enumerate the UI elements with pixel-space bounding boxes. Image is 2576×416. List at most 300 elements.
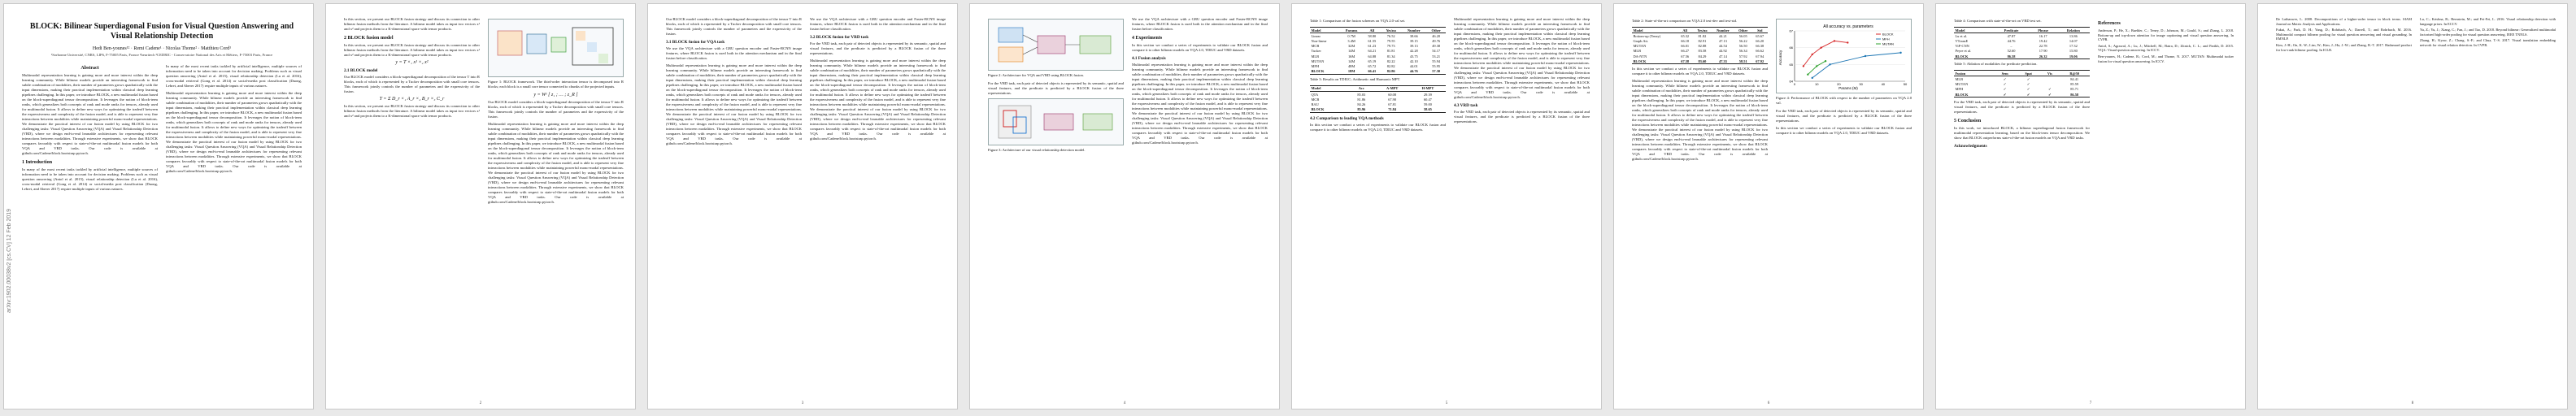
table-header-cell: A-MPT: [1374, 85, 1409, 91]
chart-title: All accuracy vs. parameters: [1823, 24, 1873, 29]
table-cell: BLOCK: [1310, 69, 1340, 75]
table-cell: 0.7M: [1347, 33, 1355, 38]
table-row: [1632, 33, 1768, 39]
table-cell: 59.00: [1423, 102, 1432, 106]
experiments-heading: 4 Experiments: [1132, 36, 1163, 41]
table-cell: Tucker: [1311, 49, 1321, 54]
table-cell: ✓: [2003, 87, 2007, 92]
table-cell: MCB: [1311, 97, 1320, 102]
table-row: [1310, 92, 1446, 98]
table-cell: ✓: [2003, 76, 2007, 81]
table-cell: 83.60: [1693, 58, 1712, 64]
table-cell: MLB: [1311, 54, 1320, 58]
page-1: [3, 3, 314, 410]
table-cell: 52.60: [2007, 49, 2016, 54]
table-cell: 42.28: [1409, 49, 1418, 54]
table-cell: BLOCK: [1632, 58, 1677, 64]
table-header-cell: Spat: [2017, 71, 2041, 76]
table-cell: ✓: [2026, 76, 2030, 81]
table-cell: 47.13: [1719, 38, 1727, 43]
table-cell: DA-NTN: [1633, 54, 1647, 58]
page-3: Our BLOCK model considers a block-superdiagonal decomposition of the tensor T into R blocks, each of which is represented by a Tucker decomposition with small core tensors. This framework jointly controls the number of parameters and the expressivity of the fusion. 3.1 BLOCK fusion for VQA task We use the VQA architecture with a GRU question encoder and Faster-RCNN image features, where BLOCK fusion is used both in the attention mechanism and in the final fusion before classification. Multimodal representation learning is gaining more and more interest within the deep learning community. While bilinear models provide an interesting framework to find subtle combination of modalities, their number of parameters grows quadratically with the input dimensions, making their practical implementation within classical deep learning pipelines challenging. In this paper, we introduce BLOCK, a new multimodal fusion based on the block-superdiagonal tensor decomposition. It leverages the notion of block-term ranks, which generalizes both concepts of rank and mode ranks for tensors, already used for multimodal fusion. It allows to define new ways for optimizing the tradeoff between the expressiveness and complexity of the fusion model, and is able to represent very fine interactions between modalities while maintaining powerful mono-modal representations. We demonstrate the practical interest of our fusion model by using BLOCK for two challenging tasks: Visual Question Answering (VQA) and Visual Relationship Detection (VRD), where we design end-to-end learnable architectures for representing relevant interactions between modalities. Through extensive experiments, we show that BLOCK compares favorably with respect to state-of-the-art multimodal fusion models for both VQA and VRD tasks. Our code is available at github.com/Cadene/block.bootstrap.pytorch. We use the VQA architecture with a GRU question encoder and Faster-RCNN image features, where BLOCK fusion is used both in the attention mechanism and in the final fusion before classification. 3.2 BLOCK fusion for VRD task For the VRD task, each pair of detected objects is represented by its semantic, spatial and visual features, and the predicate is predicted by a BLOCK fusion of the three representations. Multimodal representation learning is gaining more and more interest within the deep learning community. While bilinear models provide an interesting framework to find subtle combination of modalities, their number of parameters grows quadratically with the input dimensions, making their practical implementation within classical deep learning pipelines challenging. In this paper, we introduce BLOCK, a new multimodal fusion based on the block-superdiagonal tensor decomposition. It leverages the notion of block-term ranks, which generalizes both concepts of rank and mode ranks for tensors, already used for multimodal fusion. It allows to define new ways for optimizing the tradeoff between the expressiveness and complexity of the fusion model, and is able to represent very fine interactions between modalities while maintaining powerful mono-modal representations. We demonstrate the practical interest of our fusion model by using BLOCK for two challenging tasks: Visual Question Answering (VQA) and Visual Relationship Detection (VRD), where we design end-to-end learnable architectures for representing relevant interactions between modalities. Through extensive experiments, we show that BLOCK compares favorably with respect to state-of-the-art multimodal fusion models for both VQA and VRD tasks. Our code is available at github.com/Cadene/block.bootstrap.pytorch. 3: [647, 3, 958, 410]
table-cell: 26.32: [2030, 54, 2057, 59]
p6-text-d: In this section we conduct a series of experiments to validate our BLOCK fusion and compare it to other bilinear models on VQA 2.0, TDIUC and VRD datasets.: [1776, 126, 1912, 135]
diag-block-3: [598, 54, 608, 63]
vrd-task-heading: 4.3 VRD task: [1454, 103, 1478, 108]
figure-3-diagram: [988, 98, 1124, 145]
table-cell: ✓: [2017, 92, 2041, 98]
table-cell: [2040, 76, 2059, 82]
table-cell: 85.96: [1348, 107, 1374, 113]
table-cell: 13.86: [2069, 33, 2078, 38]
reference-entry: Fukui, A.; Park, D. H.; Yang, D.; Rohrbach, A.; Darrell, T.; and Rohrbach, M. 2016. Multimodal compact bilinear pooling for visual question answering and visual grounding. In EMNLP.: [2276, 28, 2412, 41]
table-cell: 67.58: [1677, 58, 1692, 64]
table-cell: 76.52: [1386, 33, 1395, 38]
vrd-arch-heading: 3.2 BLOCK fusion for VRD task: [810, 35, 869, 40]
block-model-text-2: In this section, we present our BLOCK fusion strategy and discuss its connection to other bilinear fusion methods from the literature. A bilinear model takes as input two vectors x¹ and x² and projects them to a K-dimensional space with tensor products.: [344, 104, 480, 118]
table-header-cell: Fusion: [1954, 71, 1993, 76]
table-cell: 66.27: [1681, 49, 1690, 54]
table-cell: 60.08: [1388, 92, 1397, 97]
sota-vqa-heading: 4.2 Comparison to leading VQA methods: [1310, 115, 1384, 121]
reference-entry: De Lathauwer, L. 2008. Decompositions of a higher-order tensor in block terms. SIAM Journal on Matrix Analysis and Applications.: [2276, 17, 2412, 26]
core-block-2: [527, 34, 546, 54]
affiliation: ¹Sorbonne Université, CNRS, LIP6, F-75005 Paris, France ²heuritech ³CEDRIC - Conservatoire National des Arts et Métiers, F-75003 Paris, France: [50, 52, 273, 57]
y-tick-label: 66: [1789, 46, 1793, 50]
table-cell: 61.23: [1368, 44, 1377, 49]
x-tick-label: 10: [1814, 82, 1819, 86]
table-cell: 81.86: [1357, 97, 1366, 102]
legend-label: BLOCK: [1882, 32, 1894, 37]
table-cell: –: [2010, 44, 2012, 49]
reference-entry: Ben-younes, H.; Cadene, R.; Cord, M.; and Thome, N. 2017. MUTAN: Multimodal tucker fusion for visual question answering. In ICCV.: [2098, 54, 2234, 63]
p3-text-d: Multimodal representation learning is gaining more and more interest within the deep learning community. While bilinear models provide an interesting framework to find subtle combination of modalities, their number of parameters grows quadratically with the input dimensions, making their practical implementation within classical deep learning pipelines challenging. In this paper, we introduce BLOCK, a new multimodal fusion based on the block-superdiagonal tensor decomposition. It leverages the notion of block-term ranks, which generalizes both concepts of rank and mode ranks for tensors, already used for multimodal fusion. It allows to define new ways for optimizing the tradeoff between the expressiveness and complexity of the fusion model, and is able to represent very fine interactions between modalities while maintaining powerful mono-modal representations. We demonstrate the practical interest of our fusion model by using BLOCK for two challenging tasks: Visual Question Answering (VQA) and Visual Relationship Detection (VRD), where we design end-to-end learnable architectures for representing relevant interactions between modalities. Through extensive experiments, we show that BLOCK compares favorably with respect to state-of-the-art multimodal fusion models for both VQA and VRD tasks. Our code is available at github.com/Cadene/block.bootstrap.pytorch.: [810, 58, 946, 141]
table-cell: 39.13: [1409, 44, 1418, 49]
table-cell: 82.86: [1381, 69, 1401, 75]
table-cell: 57.30: [1426, 69, 1446, 75]
table-cell: 66.20: [1756, 38, 1764, 43]
p5-text-c: For the VRD task, each pair of detected objects is represented by its semantic, spatial and visual features, and the predicate is predicted by a BLOCK fusion of the three representations.: [1454, 110, 1590, 124]
page-4: Figure 2: Architecture for VQA and VRD using BLOCK fusion. For the VRD task, each pair of detected objects is represented by its semantic, spatial and visual features, and the predicate is predicted by a BLOCK fusion of the three representations. Figure 3: Architecture of our visual relationship detection model. We use the VQA architecture with a GRU question encoder and Faster-RCNN image features, where BLOCK fusion is used both in the attention mechanism and in the final fusion before classification. 4 Experiments In this section we conduct a series of experiments to validate our BLOCK fusion and compare it to other bilinear models on VQA 2.0, TDIUC and VRD datasets. 4.1 Fusion analysis Multimodal representation learning is gaining more and more interest within the deep learning community. While bilinear models provide an interesting framework to find subtle combination of modalities, their number of parameters grows quadratically with the input dimensions, making their practical implementation within classical deep learning pipelines challenging. In this paper, we introduce BLOCK, a new multimodal fusion based on the block-superdiagonal tensor decomposition. It leverages the notion of block-term ranks, which generalizes both concepts of rank and mode ranks for tensors, already used for multimodal fusion. It allows to define new ways for optimizing the tradeoff between the expressiveness and complexity of the fusion model, and is able to represent very fine interactions between modalities while maintaining powerful mono-modal representations. We demonstrate the practical interest of our fusion model by using BLOCK for two challenging tasks: Visual Question Answering (VQA) and Visual Relationship Detection (VRD), where we design end-to-end learnable architectures for representing relevant interactions between modalities. Through extensive experiments, we show that BLOCK compares favorably with respect to state-of-the-art multimodal fusion models for both VQA and VRD tasks. Our code is available at github.com/Cadene/block.bootstrap.pytorch. 4: [969, 3, 1280, 410]
data-point-mutan: [1816, 65, 1817, 67]
table-cell: 15.80: [2069, 49, 2078, 54]
table-cell: BLOCK: [1310, 107, 1348, 113]
table-cell: 16M: [1347, 54, 1355, 58]
diag-block-1: [576, 31, 585, 41]
table-row: [1310, 107, 1446, 113]
table-cell: 86.58: [1993, 54, 2029, 59]
abstract-repeat: Multimodal representation learning is gaining more and more interest within the deep learning community. While bilinear models provide an interesting framework to find subtle combination of modalities, their number of parameters grows quadratically with the input dimensions, making their practical implementation within classical deep learning pipelines challenging. In this paper, we introduce BLOCK, a new multimodal fusion based on the block-superdiagonal tensor decomposition. It leverages the notion of block-term ranks, which generalizes both concepts of rank and mode ranks for tensors, already used for multimodal fusion. It allows to define new ways for optimizing the tradeoff between the expressiveness and complexity of the fusion model, and is able to represent very fine interactions between modalities while maintaining powerful mono-modal representations. We demonstrate the practical interest of our fusion model by using BLOCK for two challenging tasks: Visual Question Answering (VQA) and Visual Relationship Detection (VRD), where we design end-to-end learnable architectures for representing relevant interactions between modalities. Through extensive experiments, we show that BLOCK compares favorably with respect to state-of-the-art multimodal fusion models for both VQA and VRD tasks. Our code is available at github.com/Cadene/block.bootstrap.pytorch.: [166, 90, 302, 173]
table-cell: MUTAN: [1311, 58, 1325, 63]
table-row: [1954, 92, 2090, 98]
table-3: [1310, 85, 1446, 113]
intro-text: In many of the most recent tasks tackled by artificial intelligence, multiple sources of information need to be taken into account for decision making. Problems such as visual question answering (Antol et al. 2015), visual relationship detection (Lu et al. 2016), cross-modal retrieval (Gong et al. 2014) or social-media post classification (Duong, Lebret, and Aberer 2017) require multiple inputs of various natures.: [22, 167, 158, 191]
vqa-architecture-diagram: [995, 23, 1117, 67]
table-3-caption: Table 3: Results on TDIUC; Arithmetic and Harmonic MPT.: [1310, 76, 1401, 81]
table-cell: 53.21: [1432, 54, 1441, 58]
table-cell: Bottom-up (Teney): [1633, 33, 1661, 38]
table-cell: MLB: [1955, 76, 1964, 81]
y-tick-label: 64: [1789, 79, 1793, 84]
table-cell: 22.78: [2039, 44, 2047, 49]
table-cell: RAU: [1311, 102, 1319, 106]
table-header-cell: Yes/no: [1693, 28, 1712, 33]
arrow-image: [1023, 35, 1038, 42]
table-cell: 38.66: [1409, 33, 1418, 38]
table-cell: 16.17: [2039, 33, 2047, 38]
table-2-caption: Table 2: State-of-the-art comparison on VQA 2.0 test-dev and test-std.: [1632, 19, 1738, 23]
table-cell: 42.10: [1409, 58, 1418, 63]
p7-text-a: For the VRD task, each pair of detected objects is represented by its semantic, spatial and visual features, and the predicate is predicted by a BLOCK fusion of the three representations.: [1954, 100, 2090, 115]
vrd-architecture-diagram: [995, 102, 1117, 141]
p6-text-b: Multimodal representation learning is gaining more and more interest within the deep learning community. While bilinear models provide an interesting framework to find subtle combination of modalities, their number of parameters grows quadratically with the input dimensions, making their practical implementation within classical deep learning pipelines challenging. In this paper, we introduce BLOCK, a new multimodal fusion based on the block-superdiagonal tensor decomposition. It leverages the notion of block-term ranks, which generalizes both concepts of rank and mode ranks for tensors, already used for multimodal fusion. It allows to define new ways for optimizing the tradeoff between the expressiveness and complexity of the fusion model, and is able to represent very fine interactions between modalities while maintaining powerful mono-modal representations. We demonstrate the practical interest of our fusion model by using BLOCK for two challenging tasks: Visual Question Answering (VQA) and Visual Relationship Detection (VRD), where we design end-to-end learnable architectures for representing relevant interactions between modalities. Through extensive experiments, we show that BLOCK compares favorably with respect to state-of-the-art multimodal fusion models for both VQA and VRD tasks. Our code is available at github.com/Cadene/block.bootstrap.pytorch.: [1632, 79, 1768, 162]
table-cell: 61.55: [1368, 38, 1377, 43]
table-1: [1310, 27, 1446, 75]
table-cell: 14M: [1347, 58, 1355, 63]
chart-ylabel: Accuracy: [1778, 50, 1782, 66]
p6-text-c: For the VRD task, each pair of detected objects is represented by its semantic, spatial and visual features, and the predicate is predicted by a BLOCK fusion of the three representations.: [1776, 109, 1912, 123]
table-cell: 57.92: [1738, 54, 1747, 58]
figure-4-chart: [1776, 19, 1912, 93]
table-cell: 46.20: [1432, 33, 1441, 38]
table-header-cell: Acc: [1348, 85, 1374, 91]
table-cell: 84.26: [1357, 102, 1366, 106]
output-equation: y = Wʸ [ z₁ ; … ; z_R ]: [533, 93, 578, 98]
p2-text-b: Our BLOCK model considers a block-superdiagonal decomposition of the tensor T into R blocks, each of which is represented by a Tucker decomposition with small core tensors. This framework jointly controls the number of parameters and the expressivity of the fusion.: [488, 100, 624, 119]
p3-text-a: Our BLOCK model considers a block-superdiagonal decomposition of the tensor T into R blocks, each of which is represented by a Tucker decomposition with small core tensors. This framework jointly controls the number of parameters and the expressivity of the fusion.: [666, 17, 802, 36]
table-cell: Peyre et al.: [1955, 49, 1972, 54]
table-cell: MCB: [1311, 44, 1320, 49]
table-cell: 60.47: [1423, 97, 1432, 102]
table-cell: 44.92: [1719, 49, 1727, 54]
page-5: Table 1: Comparison of the fusion schemes on VQA 2.0 val set. Model Params All Yes/no Number Other Linear 0.7M 58.80 76.52 38.66 46.20 Non-linear 3.4M 61.55 79.55 39.15 49.76 MCB 32M 61.23 79.73 39.13 49.38 Tucker 14M 64.21 81.81 42.28 54.17 MLB 16M 64.88 81.34 43.75 53.21 MUTAN 14M 65.19 82.22 42.10 55.94 MFH 48M 65.72 82.82 44.01 55.95 BLOCK 18M 66.41 82.86 44.76 57.30 Table 3: Results on TDIUC; Arithmetic and Harmonic MPT. Model Acc A-MPT H-MPT QTA 85.03 60.08 29.39 MCB 81.86 67.90 60.47 RAU 84.26 67.81 59.00 BLOCK 85.96 71.84 58.65 4.2 Comparison to leading VQA methods In this section we conduct a series of experiments to validate our BLOCK fusion and compare it to other bilinear models on VQA 2.0, TDIUC and VRD datasets. Multimodal representation learning is gaining more and more interest within the deep learning community. While bilinear models provide an interesting framework to find subtle combination of modalities, their number of parameters grows quadratically with the input dimensions, making their practical implementation within classical deep learning pipelines challenging. In this paper, we introduce BLOCK, a new multimodal fusion based on the block-superdiagonal tensor decomposition. It leverages the notion of block-term ranks, which generalizes both concepts of rank and mode ranks for tensors, already used for multimodal fusion. It allows to define new ways for optimizing the tradeoff between the expressiveness and complexity of the fusion model, and is able to represent very fine interactions between modalities while maintaining powerful mono-modal representations. We demonstrate the practical interest of our fusion model by using BLOCK for two challenging tasks: Visual Question Answering (VQA) and Visual Relationship Detection (VRD), where we design end-to-end learnable architectures for representing relevant interactions between modalities. Through extensive experiments, we show that BLOCK compares favorably with respect to state-of-the-art multimodal fusion models for both VQA and VRD tasks. Our code is available at github.com/Cadene/block.bootstrap.pytorch. 4.3 VRD task For the VRD task, each pair of detected objects is represented by its semantic, spatial and visual features, and the predicate is predicted by a BLOCK fusion of the three representations. 5: [1291, 3, 1602, 410]
y-tick-label: 67: [1789, 28, 1793, 33]
data-point-block: [1803, 65, 1804, 67]
table-cell: 56.22: [1738, 38, 1747, 43]
data-point-mfh: [1865, 55, 1866, 57]
table-cell: 19.42: [2039, 38, 2047, 43]
table-5: [1954, 70, 2090, 98]
data-point-block: [1834, 40, 1835, 41]
table-header-cell: Model: [1632, 28, 1677, 33]
table-cell: Non-linear: [1311, 38, 1327, 43]
table-header-cell: Std: [1751, 28, 1768, 33]
table-cell: 56.50: [1738, 44, 1747, 49]
table-cell: 55.94: [1432, 58, 1441, 63]
table-cell: ✓: [1993, 92, 2016, 98]
table-cell: ✓: [2048, 87, 2052, 92]
table-cell: 44.21: [1719, 33, 1727, 38]
table-cell: Lu et al.: [1955, 33, 1968, 38]
table-cell: 64.21: [1368, 49, 1377, 54]
table-header-cell: Params: [1340, 28, 1364, 33]
page-2: In this section, we present our BLOCK fusion strategy and discuss its connection to other bilinear fusion methods from the literature. A bilinear model takes as input two vectors x¹ and x² and projects them to a K-dimensional space with tensor products. 2 BLOCK fusion model In this section, we present our BLOCK fusion strategy and discuss its connection to other bilinear fusion methods from the literature. A bilinear model takes as input two vectors x¹ and x² and projects them to a K-dimensional space with tensor products. y = T ×₁ x¹ ×₂ x² 2.1 BLOCK model Our BLOCK model considers a block-superdiagonal decomposition of the tensor T into R blocks, each of which is represented by a Tucker decomposition with small core tensors. This framework jointly controls the number of parameters and the expressivity of the fusion. T = Σ D_r ×₁ A_r ×₂ B_r ×₃ C_r In this section, we present our BLOCK fusion strategy and discuss its connection to other bilinear fusion methods from the literature. A bilinear model takes as input two vectors x¹ and x² and projects them to a K-dimensional space with tensor products. Figure 1: BLOCK framework. The third-order interaction tensor is decomposed into R blocks; each block is a small core tensor connected to chunks of the projected inputs. y = Wʸ [ z₁ ; … ; z_R ] Our BLOCK model considers a block-superdiagonal decomposition of the tensor T into R blocks, each of which is represented by a Tucker decomposition with small core tensors. This framework jointly controls the number of parameters and the expressivity of the fusion. Multimodal representation learning is gaining more and more interest within the deep learning community. While bilinear models provide an interesting framework to find subtle combination of modalities, their number of parameters grows quadratically with the input dimensions, making their practical implementation within classical deep learning pipelines challenging. In this paper, we introduce BLOCK, a new multimodal fusion based on the block-superdiagonal tensor decomposition. It leverages the notion of block-term ranks, which generalizes both concepts of rank and mode ranks for tensors, already used for multimodal fusion. It allows to define new ways for optimizing the tradeoff between the expressiveness and complexity of the fusion model, and is able to represent very fine interactions between modalities while maintaining powerful mono-modal representations. We demonstrate the practical interest of our fusion model by using BLOCK for two challenging tasks: Visual Question Answering (VQA) and Visual Relationship Detection (VRD), where we design end-to-end learnable architectures for representing relevant interactions between modalities. Through extensive experiments, we show that BLOCK compares favorably with respect to state-of-the-art multimodal fusion models for both VQA and VRD tasks. Our code is available at github.com/Cadene/block.bootstrap.pytorch. 2: [325, 3, 636, 410]
question-encoder-box: [999, 47, 1023, 62]
references-heading: References: [2098, 21, 2121, 26]
arxiv-stamp: arXiv:1902.00038v2 [cs.CV] 12 Feb 2019: [7, 208, 12, 313]
table-cell: 48M: [1347, 63, 1355, 68]
table-cell: ✓: [2026, 82, 2030, 87]
table-header-cell: All: [1364, 28, 1381, 33]
table-4: [1954, 27, 2090, 59]
core-block-1: [498, 31, 522, 55]
table-header-cell: Model: [1954, 28, 1993, 33]
table-cell: VTransE: [1955, 38, 1969, 43]
data-point-mutan: [1825, 60, 1826, 62]
legend-label: MUTAN: [1882, 41, 1894, 46]
page-7: Table 4: Comparison with state-of-the-art on VRD test set. Model Predicate Phrase Relation Lu et al. 47.87 16.17 13.86 VTransE 44.76 19.42 14.07 ViP-CNN – 22.78 17.32 Peyre et al. 52.60 17.90 15.80 BLOCK 86.58 26.32 19.06 Table 5: Ablation of modalities for predicate prediction. Fusion Sem Spat Vis R@50 MLB ✓ ✓ 84.41 MUTAN ✓ ✓ 85.59 MFH ✓ ✓ ✓ 85.71 BLOCK ✓ ✓ ✓ 86.58 For the VRD task, each pair of detected objects is represented by its semantic, spatial and visual features, and the predicate is predicted by a BLOCK fusion of the three representations. 5 Conclusion In this work, we introduced BLOCK, a bilinear superdiagonal fusion framework for multimodal representation learning, based on the block-term tensor decomposition. We show that BLOCK outperforms state-of-the-art fusion models on VQA and VRD tasks. Acknowledgments References Anderson, P.; He, X.; Buehler, C.; Teney, D.; Johnson, M.; Gould, S.; and Zhang, L. 2018. Bottom-up and top-down attention for image captioning and visual question answering. In CVPR. Antol, S.; Agrawal, A.; Lu, J.; Mitchell, M.; Batra, D.; Zitnick, C. L.; and Parikh, D. 2015. VQA: Visual question answering. In ICCV. Ben-younes, H.; Cadene, R.; Cord, M.; and Thome, N. 2017. MUTAN: Multimodal tucker fusion for visual question answering. In ICCV. 7: [1935, 3, 2246, 410]
table-cell: 85.71: [2070, 87, 2079, 92]
p5-text-a: In this section we conduct a series of experiments to validate our BLOCK fusion and compare it to other bilinear models on VQA 2.0, TDIUC and VRD datasets.: [1310, 122, 1446, 132]
table-header-cell: Yes/no: [1381, 28, 1401, 33]
fusion-analysis-heading: 4.1 Fusion analysis: [1132, 56, 1166, 61]
table-cell: 14.07: [2069, 38, 2078, 43]
paper-title: BLOCK: Bilinear Superdiagonal Fusion for Visual Question Answering and Visual Relationship Detection: [29, 22, 294, 41]
vrd-fusion-box: [1044, 114, 1073, 130]
table-cell: 65.19: [1368, 58, 1377, 63]
table-cell: 49.38: [1432, 44, 1441, 49]
table-header-cell: Other: [1734, 28, 1751, 33]
bilinear-equation: y = T ×₁ x¹ ×₂ x²: [395, 60, 429, 65]
data-point-mfh: [1812, 77, 1813, 79]
reference-entry: Kim, J.-H.; On, K. W.; Lim, W.; Kim, J.; Ha, J.-W.; and Zhang, B.-T. 2017. Hadamard product for low-rank bilinear pooling. In ICLR.: [2276, 42, 2412, 52]
table-cell: MUTAN: [1955, 82, 1969, 87]
table-cell: 82.22: [1386, 58, 1395, 63]
abstract-text: Multimodal representation learning is gaining more and more interest within the deep learning community. While bilinear models provide an interesting framework to find subtle combination of modalities, their number of parameters grows quadratically with the input dimensions, making their practical implementation within classical deep learning pipelines challenging. In this paper, we introduce BLOCK, a new multimodal fusion based on the block-superdiagonal tensor decomposition. It leverages the notion of block-term ranks, which generalizes both concepts of rank and mode ranks for tensors, already used for multimodal fusion. It allows to define new ways for optimizing the tradeoff between the expressiveness and complexity of the fusion model, and is able to represent very fine interactions between modalities while maintaining powerful mono-modal representations. We demonstrate the practical interest of our fusion model by using BLOCK for two challenging tasks: Visual Question Answering (VQA) and Visual Relationship Detection (VRD), where we design end-to-end learnable architectures for representing relevant interactions between modalities. Through extensive experiments, we show that BLOCK compares favorably with respect to state-of-the-art multimodal fusion models for both VQA and VRD tasks. Our code is available at github.com/Cadene/block.bootstrap.pytorch.: [22, 72, 158, 155]
table-row: [1954, 76, 2090, 82]
table-cell: 65.67: [1756, 33, 1764, 38]
p3-text-b: Multimodal representation learning is gaining more and more interest within the deep learning community. While bilinear models provide an interesting framework to find subtle combination of modalities, their number of parameters grows quadratically with the input dimensions, making their practical implementation within classical deep learning pipelines challenging. In this paper, we introduce BLOCK, a new multimodal fusion based on the block-superdiagonal tensor decomposition. It leverages the notion of block-term ranks, which generalizes both concepts of rank and mode ranks for tensors, already used for multimodal fusion. It allows to define new ways for optimizing the tradeoff between the expressiveness and complexity of the fusion model, and is able to represent very fine interactions between modalities while maintaining powerful mono-modal representations. We demonstrate the practical interest of our fusion model by using BLOCK for two challenging tasks: Visual Question Answering (VQA) and Visual Relationship Detection (VRD), where we design end-to-end learnable architectures for representing relevant interactions between modalities. Through extensive experiments, we show that BLOCK compares favorably with respect to state-of-the-art multimodal fusion models for both VQA and VRD tasks. Our code is available at github.com/Cadene/block.bootstrap.pytorch.: [666, 63, 802, 145]
table-header-cell: Number: [1401, 28, 1426, 33]
data-point-block: [1812, 54, 1813, 55]
arrow-question: [1023, 47, 1038, 54]
table-cell: 65.32: [1681, 33, 1690, 38]
reference-entry: Yu, Z.; Yu, J.; Xiang, C.; Fan, J.; and Tao, D. 2018. Beyond bilinear: Generalized multimodal factorized high-order pooling for visual question answering. IEEE TNNLS.: [2420, 28, 2556, 37]
x-tick-label: 30: [1859, 82, 1863, 86]
table-cell: ✓: [2040, 92, 2059, 98]
table-header-cell: Relation: [2057, 28, 2090, 33]
table-cell: 19.06: [2057, 54, 2090, 59]
vqa-arch-heading: 3.1 BLOCK fusion for VQA task: [666, 40, 725, 45]
intro-heading: 1 Introduction: [22, 159, 53, 165]
table-cell: 44.76: [2007, 38, 2016, 43]
table-2: [1632, 27, 1768, 64]
data-point-mutan: [1807, 74, 1808, 76]
data-point-block: [1847, 41, 1848, 43]
table-cell: ViP-CNN: [1955, 44, 1969, 49]
table-cell: Linear: [1311, 33, 1321, 38]
table-cell: ✓: [2003, 82, 2007, 87]
vrd-arch-text: For the VRD task, each pair of detected objects is represented by its semantic, spatial and visual features, and the predicate is predicted by a BLOCK fusion of the three representations.: [810, 41, 946, 55]
intro-text-cont: In many of the most recent tasks tackled by artificial intelligence, multiple sources of information need to be taken into account for decision making. Problems such as visual question answering (Antol et al. 2015), visual relationship detection (Lu et al. 2016), cross-modal retrieval (Gong et al. 2014) or social-media post classification (Duong, Lebret, and Aberer 2017) require multiple inputs of various natures.: [166, 63, 302, 88]
figure-2-diagram: [988, 19, 1124, 71]
table-row: [1954, 54, 2090, 59]
table-header-cell: H-MPT: [1410, 85, 1446, 91]
table-5-caption: Table 5: Ablation of modalities for predicate prediction.: [1954, 62, 2038, 67]
table-cell: 58.80: [1368, 33, 1377, 38]
x-tick-label: 20: [1837, 82, 1841, 86]
table-cell: 84.41: [2070, 76, 2079, 81]
table-cell: 65.72: [1368, 63, 1377, 68]
p3-text-c: We use the VQA architecture with a GRU question encoder and Faster-RCNN image features, where BLOCK fusion is used both in the attention mechanism and in the final fusion before classification.: [810, 17, 946, 31]
page-6: Table 2: State-of-the-art comparison on VQA 2.0 test-dev and test-std. Model All Yes/no Number Other Std Bottom-up (Teney) 65.32 81.82 44.21 56.05 65.67 Graph Att. 66.18 82.91 47.13 56.22 66.20 MUTAN 66.01 82.88 44.54 56.50 66.38 MLB 66.27 83.58 44.92 56.34 66.62 DA-NTN 67.56 84.29 47.14 57.92 67.94 BLOCK 67.58 83.60 47.33 58.51 67.92 In this section we conduct a series of experiments to validate our BLOCK fusion and compare it to other bilinear models on VQA 2.0, TDIUC and VRD datasets. Multimodal representation learning is gaining more and more interest within the deep learning community. While bilinear models provide an interesting framework to find subtle combination of modalities, their number of parameters grows quadratically with the input dimensions, making their practical implementation within classical deep learning pipelines challenging. In this paper, we introduce BLOCK, a new multimodal fusion based on the block-superdiagonal tensor decomposition. It leverages the notion of block-term ranks, which generalizes both concepts of rank and mode ranks for tensors, already used for multimodal fusion. It allows to define new ways for optimizing the tradeoff between the expressiveness and complexity of the fusion model, and is able to represent very fine interactions between modalities while maintaining powerful mono-modal representations. We demonstrate the practical interest of our fusion model by using BLOCK for two challenging tasks: Visual Question Answering (VQA) and Visual Relationship Detection (VRD), where we design end-to-end learnable architectures for representing relevant interactions between modalities. Through extensive experiments, we show that BLOCK compares favorably with respect to state-of-the-art multimodal fusion models for both VQA and VRD tasks. Our code is available at github.com/Cadene/block.bootstrap.pytorch. All accuracy vs. parameters Params (M) Accuracy 64 65 66 67 0 10 20 30 40 50 BLOCK MFH MUTAN Figure 4: Performance of BLOCK with respect to the number of parameters on VQA 2.0 val. For the VRD task, each pair of detected objects is represented by its semantic, spatial and visual features, and the predicate is predicted by a BLOCK fusion of the three representations. In this section we conduct a series of experiments to validate our BLOCK fusion and compare it to other bilinear models on VQA 2.0, TDIUC and VRD datasets. 6: [1613, 3, 1924, 410]
x-tick-label: 40: [1881, 82, 1886, 86]
table-cell: 39.15: [1409, 38, 1418, 43]
table-header-cell: Sem: [1993, 71, 2016, 76]
table-cell: 67.56: [1681, 54, 1690, 58]
table-cell: 47.14: [1719, 54, 1727, 58]
table-cell: 82.82: [1386, 63, 1395, 68]
core-block-3: [551, 37, 566, 52]
table-cell: ✓: [2026, 87, 2030, 92]
table-cell: 44.01: [1409, 63, 1418, 68]
figure-3-caption: Figure 3: Architecture of our visual relationship detection model.: [988, 148, 1086, 152]
p6-text-a: In this section we conduct a series of experiments to validate our BLOCK fusion and compare it to other bilinear models on VQA 2.0, TDIUC and VRD datasets.: [1632, 67, 1768, 76]
image-encoder-box: [999, 28, 1023, 42]
p4-text-a: For the VRD task, each pair of detected objects is represented by its semantic, spatial and visual features, and the predicate is predicted by a BLOCK fusion of the three representations.: [988, 81, 1124, 95]
table-header-cell: Phrase: [2030, 28, 2057, 33]
p4-text-b: We use the VQA architecture with a GRU question encoder and Faster-RCNN image features, where BLOCK fusion is used both in the attention mechanism and in the final fusion before classification.: [1132, 17, 1268, 31]
table-cell: 32M: [1347, 44, 1355, 49]
table-cell: 84.29: [1698, 54, 1707, 58]
table-cell: Graph Att.: [1633, 38, 1649, 43]
table-row: [1310, 69, 1446, 75]
table-cell: 81.81: [1386, 49, 1395, 54]
diag-block-2: [587, 42, 597, 52]
reference-entry: Lu, C.; Krishna, R.; Bernstein, M.; and Fei-Fei, L. 2016. Visual relationship detection with language priors. In ECCV.: [2420, 17, 2556, 26]
table-header-cell: Other: [1426, 28, 1446, 33]
table-cell: 47.87: [2007, 33, 2016, 38]
table-cell: MUTAN: [1633, 44, 1647, 49]
block-model-text: Our BLOCK model considers a block-superdiagonal decomposition of the tensor T into R blocks, each of which is represented by a Tucker decomposition with small core tensors. This framework jointly controls the number of parameters and the expressivity of the fusion.: [344, 75, 480, 93]
table-cell: 44.54: [1719, 44, 1727, 49]
table-header-cell: Model: [1310, 85, 1348, 91]
table-cell: 49.76: [1432, 38, 1441, 43]
table-cell: 58.65: [1410, 107, 1446, 113]
table-cell: 85.03: [1357, 92, 1366, 97]
table-cell: 79.55: [1386, 38, 1395, 43]
x-tick-label: 50: [1903, 82, 1908, 86]
figure-1-caption: Figure 1: BLOCK framework. The third-order interaction tensor is decomposed into R blocks; each block is a small core tensor connected to chunks of the projected inputs.: [488, 80, 624, 89]
predicate-box: [1083, 114, 1112, 130]
block-tensor-diagram: [491, 23, 621, 73]
table-cell: 14M: [1347, 49, 1355, 54]
series-line-mutan: [1808, 61, 1825, 75]
table-cell: 67.92: [1751, 58, 1768, 64]
table-cell: 71.84: [1374, 107, 1409, 113]
table-cell: MFH: [1311, 63, 1320, 68]
legend-label: MFH: [1882, 37, 1890, 41]
table-cell: 47.33: [1712, 58, 1734, 64]
block-fusion-text: In this section, we present our BLOCK fusion strategy and discuss its connection to other bilinear fusion methods from the literature. A bilinear model takes as input two vectors x¹ and x² and projects them to a K-dimensional space with tensor products.: [344, 43, 480, 57]
page-8: De Lathauwer, L. 2008. Decompositions of a higher-order tensor in block terms. SIAM Journal on Matrix Analysis and Applications. Fukui, A.; Park, D. H.; Yang, D.; Rohrbach, A.; Darrell, T.; and Rohrbach, M. 2016. Multimodal compact bilinear pooling for visual question answering and visual grounding. In EMNLP. Kim, J.-H.; On, K. W.; Lim, W.; Kim, J.; Ha, J.-W.; and Zhang, B.-T. 2017. Hadamard product for low-rank bilinear pooling. In ICLR. Lu, C.; Krishna, R.; Bernstein, M.; and Fei-Fei, L. 2016. Visual relationship detection with language priors. In ECCV. Yu, Z.; Yu, J.; Xiang, C.; Fan, J.; and Tao, D. 2018. Beyond bilinear: Generalized multimodal factorized high-order pooling for visual question answering. IEEE TNNLS. Zhang, H.; Kyaw, Z.; Chang, S.-F.; and Chua, T.-S. 2017. Visual translation embedding network for visual relation detection. In CVPR. 8: [2257, 3, 2568, 410]
table-cell: 44.76: [1401, 69, 1426, 75]
block-fusion-box: [1038, 36, 1065, 54]
table-row: [1632, 58, 1768, 64]
table-4-caption: Table 4: Comparison with state-of-the-art on VRD test set.: [1954, 19, 2042, 23]
table-row: [1310, 33, 1446, 39]
table-cell: 64.88: [1368, 54, 1377, 58]
table-cell: 17.90: [2039, 49, 2047, 54]
table-cell: MFH: [1955, 87, 1964, 92]
table-row: [1954, 33, 2090, 39]
table-cell: 81.82: [1698, 33, 1707, 38]
p4-text-c: Multimodal representation learning is gaining more and more interest within the deep learning community. While bilinear models provide an interesting framework to find subtle combination of modalities, their number of parameters grows quadratically with the input dimensions, making their practical implementation within classical deep learning pipelines challenging. In this paper, we introduce BLOCK, a new multimodal fusion based on the block-superdiagonal tensor decomposition. It leverages the notion of block-term ranks, which generalizes both concepts of rank and mode ranks for tensors, already used for multimodal fusion. It allows to define new ways for optimizing the tradeoff between the expressiveness and complexity of the fusion model, and is able to represent very fine interactions between modalities while maintaining powerful mono-modal representations. We demonstrate the practical interest of our fusion model by using BLOCK for two challenging tasks: Visual Question Answering (VQA) and Visual Relationship Detection (VRD), where we design end-to-end learnable architectures for representing relevant interactions between modalities. Through extensive experiments, we show that BLOCK compares favorably with respect to state-of-the-art multimodal fusion models for both VQA and VRD tasks. Our code is available at github.com/Cadene/block.bootstrap.pytorch.: [1132, 63, 1268, 145]
table-cell: 82.91: [1698, 38, 1707, 43]
figure-2-caption: Figure 2: Architecture for VQA and VRD using BLOCK fusion.: [988, 73, 1084, 77]
y-tick-label: 65: [1789, 62, 1793, 67]
series-line-block: [1804, 41, 1847, 66]
params-accuracy-chart: [1777, 21, 1911, 91]
p2-text-a: In this section, we present our BLOCK fusion strategy and discuss its connection to other bilinear fusion methods from the literature. A bilinear model takes as input two vectors x¹ and x² and projects them to a K-dimensional space with tensor products.: [344, 17, 480, 31]
table-cell: 79.73: [1386, 44, 1395, 49]
table-cell: 18M: [1340, 69, 1364, 75]
p5-text-b: Multimodal representation learning is gaining more and more interest within the deep learning community. While bilinear models provide an interesting framework to find subtle combination of modalities, their number of parameters grows quadratically with the input dimensions, making their practical implementation within classical deep learning pipelines challenging. In this paper, we introduce BLOCK, a new multimodal fusion based on the block-superdiagonal tensor decomposition. It leverages the notion of block-term ranks, which generalizes both concepts of rank and mode ranks for tensors, already used for multimodal fusion. It allows to define new ways for optimizing the tradeoff between the expressiveness and complexity of the fusion model, and is able to represent very fine interactions between modalities while maintaining powerful mono-modal representations. We demonstrate the practical interest of our fusion model by using BLOCK for two challenging tasks: Visual Question Answering (VQA) and Visual Relationship Detection (VRD), where we design end-to-end learnable architectures for representing relevant interactions between modalities. Through extensive experiments, we show that BLOCK compares favorably with respect to state-of-the-art multimodal fusion models for both VQA and VRD tasks. Our code is available at github.com/Cadene/block.bootstrap.pytorch.: [1454, 17, 1590, 99]
table-header-cell: R@50: [2059, 71, 2090, 76]
table-cell: 67.94: [1756, 54, 1764, 58]
vqa-arch-text: We use the VQA architecture with a GRU question encoder and Faster-RCNN image features, where BLOCK fusion is used both in the attention mechanism and in the final fusion before classification.: [666, 46, 802, 60]
table-cell: 17.32: [2069, 44, 2078, 49]
table-cell: 81.34: [1386, 54, 1395, 58]
table-cell: 82.88: [1698, 44, 1707, 49]
table-cell: 66.62: [1756, 49, 1764, 54]
reference-entry: Anderson, P.; He, X.; Buehler, C.; Teney, D.; Johnson, M.; Gould, S.; and Zhang, L. 2018. Bottom-up and top-down attention for image captioning and visual question answering. In CVPR.: [2098, 28, 2234, 42]
table-cell: 54.17: [1432, 49, 1441, 54]
table-cell: MLB: [1633, 49, 1642, 54]
series-line-mfh: [1812, 53, 1901, 78]
table-header-cell: Number: [1712, 28, 1734, 33]
table-cell: 83.58: [1698, 49, 1707, 54]
table-cell: 86.58: [2059, 92, 2090, 98]
reference-entry: Zhang, H.; Kyaw, Z.; Chang, S.-F.; and Chua, T.-S. 2017. Visual translation embedding network for visual relation detection. In CVPR.: [2420, 38, 2556, 47]
experiments-text: In this section we conduct a series of experiments to validate our BLOCK fusion and compare it to other bilinear models on VQA 2.0, TDIUC and VRD datasets.: [1132, 43, 1268, 52]
table-header-cell: All: [1677, 28, 1692, 33]
table-cell: QTA: [1311, 92, 1319, 97]
block-model-heading: 2.1 BLOCK model: [344, 68, 378, 73]
chart-xlabel: Params (M): [1838, 86, 1858, 90]
table-cell: 3.4M: [1347, 38, 1355, 43]
data-point-mfh: [1829, 63, 1830, 65]
table-cell: 66.01: [1681, 44, 1690, 49]
table-cell: 66.41: [1364, 69, 1381, 75]
table-cell: 66.18: [1681, 38, 1690, 43]
conclusion-text: In this work, we introduced BLOCK, a bilinear superdiagonal fusion framework for multimodal representation learning, based on the block-term tensor decomposition. We show that BLOCK outperforms state-of-the-art fusion models on VQA and VRD tasks.: [1954, 126, 2090, 141]
data-point-block: [1820, 46, 1821, 48]
block-fusion-heading: 2 BLOCK fusion model: [344, 36, 394, 41]
x-tick-label: 0: [1793, 82, 1796, 86]
figure-4-caption: Figure 4: Performance of BLOCK with respect to the number of parameters on VQA 2.0 val.: [1776, 96, 1912, 105]
block-equation: T = Σ D_r ×₁ A_r ×₂ B_r ×₃ C_r: [379, 97, 445, 102]
table-cell: 67.90: [1388, 97, 1397, 102]
reference-entry: Antol, S.; Agrawal, A.; Lu, J.; Mitchell, M.; Batra, D.; Zitnick, C. L.; and Parikh, D. 2015. VQA: Visual question answering. In ICCV.: [2098, 43, 2234, 53]
table-cell: 43.75: [1409, 54, 1418, 58]
table-cell: 29.39: [1423, 92, 1432, 97]
conclusion-heading: 5 Conclusion: [1954, 119, 1982, 124]
table-1-caption: Table 1: Comparison of the fusion schemes on VQA 2.0 val set.: [1310, 19, 1406, 23]
table-cell: 56.05: [1738, 33, 1747, 38]
table-cell: 58.51: [1734, 58, 1751, 64]
table-cell: 67.81: [1388, 102, 1397, 106]
table-cell: 85.59: [2070, 82, 2079, 87]
p2-text-c: Multimodal representation learning is gaining more and more interest within the deep learning community. While bilinear models provide an interesting framework to find subtle combination of modalities, their number of parameters grows quadratically with the input dimensions, making their practical implementation within classical deep learning pipelines challenging. In this paper, we introduce BLOCK, a new multimodal fusion based on the block-superdiagonal tensor decomposition. It leverages the notion of block-term ranks, which generalizes both concepts of rank and mode ranks for tensors, already used for multimodal fusion. It allows to define new ways for optimizing the tradeoff between the expressiveness and complexity of the fusion model, and is able to represent very fine interactions between modalities while maintaining powerful mono-modal representations. We demonstrate the practical interest of our fusion model by using BLOCK for two challenging tasks: Visual Question Answering (VQA) and Visual Relationship Detection (VRD), where we design end-to-end learnable architectures for representing relevant interactions between modalities. Through extensive experiments, we show that BLOCK compares favorably with respect to state-of-the-art multimodal fusion models for both VQA and VRD tasks. Our code is available at github.com/Cadene/block.bootstrap.pytorch.: [488, 122, 624, 204]
table-header-cell: Vis: [2040, 71, 2059, 76]
data-point-mfh: [1899, 52, 1901, 54]
figure-1-diagram: [488, 19, 624, 77]
authors: Hedi Ben-younes¹² · Remi Cadene¹ · Nicolas Thome² · Matthieu Cord¹: [92, 46, 232, 51]
table-header-cell: Model: [1310, 28, 1340, 33]
table-cell: 66.38: [1756, 44, 1764, 49]
table-cell: BLOCK: [1954, 92, 1993, 98]
